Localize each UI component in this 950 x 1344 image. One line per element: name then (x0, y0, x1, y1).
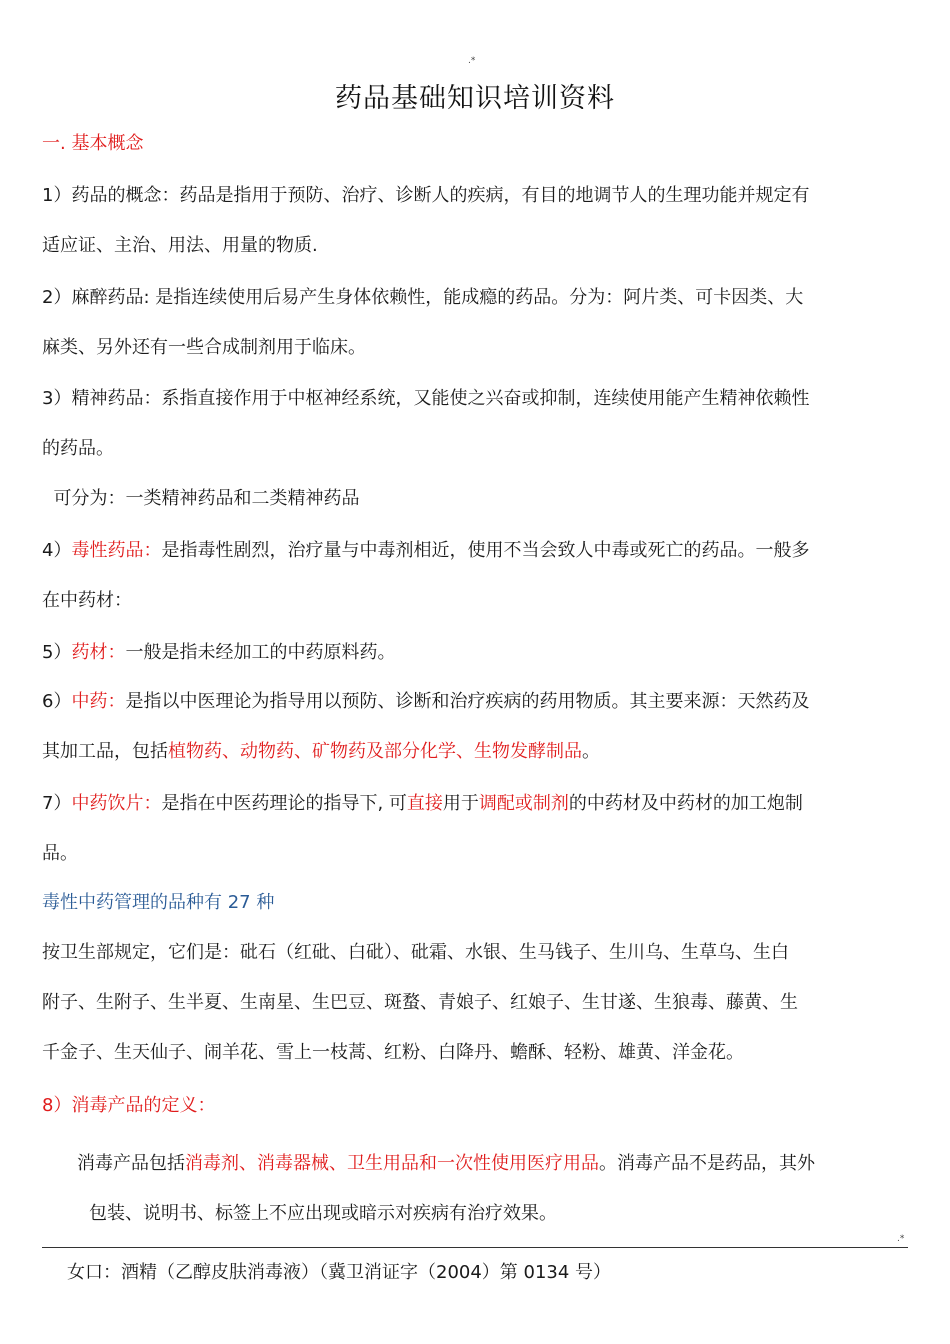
p7-seg3: 的中药材及中药材的加工炮制 (568, 793, 803, 814)
p8-line1-pre: 消毒产品包括 (77, 1153, 185, 1174)
p7-highlight2: 调配或制剂 (478, 793, 569, 814)
p6-term: 中药： (71, 691, 126, 712)
footer-example: 女口：酒精（乙醇皮肤消毒液）（冀卫消证字（2004）第 0134 号） (67, 1262, 612, 1283)
top-page-mark: .* (468, 56, 476, 66)
p2-line1: 2）麻醉药品: 是指连续使用后易产生身体依赖性，能成瘾的药品。分为：阿片类、可卡因类、大 (42, 287, 804, 308)
p3-line3: 可分为：一类精神药品和二类精神药品 (42, 488, 360, 509)
p5-text: 一般是指未经加工的中药原料药。 (125, 642, 396, 663)
p1-line1: 1）药品的概念：药品是指用于预防、治疗、诊断人的疾病，有目的地调节人的生理功能并规定有 (42, 185, 810, 206)
p4-term: 毒性药品： (71, 540, 162, 561)
p4-line1 (42, 538, 912, 564)
p8-line1-post: 。消毒产品不是药品，其外 (599, 1153, 815, 1174)
p7-highlight1: 直接 (406, 793, 443, 814)
document-title: 药品基础知识培训资料 (335, 83, 615, 114)
p6-line2-pre: 其加工品，包括 (42, 741, 168, 762)
toxic-list-line1: 按卫生部规定，它们是：砒石（红砒、白砒）、砒霜、水银、生马钱子、生川乌、生草乌、生白 (42, 942, 789, 963)
toxic-list-line3: 千金子、生天仙子、闹羊花、雪上一枝蒿、红粉、白降丹、蟾酥、轻粉、雄黄、洋金花。 (42, 1042, 744, 1063)
divider-line (42, 1247, 908, 1248)
bottom-page-mark: .* (897, 1234, 905, 1244)
p6-line2-post: 。 (582, 741, 600, 762)
p6-number: 6） (42, 691, 72, 712)
p6-line1 (42, 689, 912, 715)
p8-heading: 8）消毒产品的定义： (42, 1095, 216, 1116)
p3-line2: 的药品。 (42, 438, 114, 459)
p8-line1 (77, 1151, 947, 1177)
p7-number: 7） (42, 793, 72, 814)
p7-seg1: 是指在中医药理论的指导下, 可 (161, 793, 407, 814)
p6-text: 是指以中医理论为指导用以预防、诊断和治疗疾病的药用物质。其主要来源：天然药及 (125, 691, 810, 712)
p3-line1: 3）精神药品：系指直接作用于中枢神经系统，又能使之兴奋或抑制，连续使用能产生精神依赖性 (42, 388, 810, 409)
section-heading: 一. 基本概念 (42, 133, 144, 154)
p7-seg2: 用于 (442, 793, 479, 814)
p6-line2 (42, 739, 912, 765)
p4-line2: 在中药材： (42, 590, 132, 611)
p4-number: 4） (42, 540, 72, 561)
p1-line2: 适应证、主治、用法、用量的物质. (42, 235, 318, 256)
p7-term: 中药饮片： (71, 793, 162, 814)
p7-line2: 品。 (42, 843, 78, 864)
p6-line2-highlight: 植物药、动物药、矿物药及部分化学、生物发酵制品 (168, 741, 582, 762)
p8-line1-highlight: 消毒剂、消毒器械、卫生用品和一次性使用医疗用品 (185, 1153, 599, 1174)
p5-line (42, 640, 912, 666)
p4-text: 是指毒性剧烈，治疗量与中毒剂相近，使用不当会致人中毒或死亡的药品。一般多 (161, 540, 810, 561)
p7-line1 (42, 791, 912, 817)
p5-term: 药材： (71, 642, 126, 663)
p8-line2: 包装、说明书、标签上不应出现或暗示对疾病有治疗效果。 (89, 1203, 557, 1224)
toxic-heading: 毒性中药管理的品种有 27 种 (42, 892, 275, 913)
p5-number: 5） (42, 642, 72, 663)
p2-line2: 麻类、另外还有一些合成制剂用于临床。 (42, 337, 366, 358)
toxic-list-line2: 附子、生附子、生半夏、生南星、生巴豆、斑蝥、青娘子、红娘子、生甘遂、生狼毒、藤黄、生 (42, 992, 798, 1013)
